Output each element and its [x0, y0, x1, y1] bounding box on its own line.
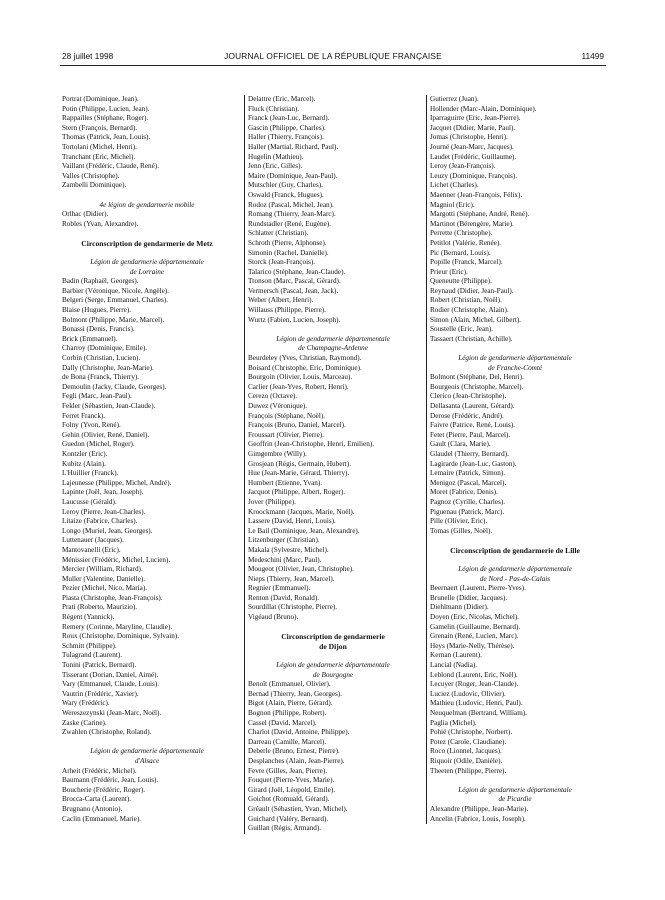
name-entry: Willauss (Philippe, Pierre). — [248, 306, 326, 315]
legion-heading: de Lorraine — [129, 267, 165, 276]
name-entry: Baumann (Frédéric, Jean, Louis). — [62, 776, 159, 785]
name-entry: Brugnano (Antonio). — [62, 804, 123, 813]
name-entry: Humbert (Etienne, Yvan). — [248, 478, 323, 487]
name-entry: Mutschler (Guy, Charles). — [248, 181, 323, 190]
name-entry: Fouquet (Pierre-Yves, Marie). — [248, 776, 335, 785]
name-entry: Heys (Marie-Nelly, Thérèse). — [430, 641, 515, 650]
name-entry: Bolmont (Stéphane, Del, Henri). — [430, 373, 524, 382]
name-entry: Schmitt (Philippe). — [62, 641, 117, 650]
circonscription-heading: Circonscription de gendarmerie de Lille — [450, 545, 580, 555]
name-entry: Badin (Raphaël, Georges). — [62, 277, 139, 286]
name-entry: Pagnoz (Cyrille, Charles). — [430, 497, 506, 506]
name-entry: Hue (Jean-Marie, Gérard, Thierry). — [248, 469, 350, 478]
name-entry: Le Bail (Dominique, Jean, Alexandre). — [248, 526, 360, 535]
name-entry: Benoît (Emmanuel, Olivier). — [248, 680, 331, 689]
name-entry: Bourgeois (Christophe, Marcel). — [430, 382, 524, 391]
name-entry: Roux (Christophe, Dominique, Sylvain). — [62, 632, 179, 641]
spacer — [430, 536, 600, 546]
spacer — [430, 776, 600, 786]
name-entry: Pic (Bernard, Louis). — [430, 248, 491, 257]
name-entry: Bognon (Philippe, Robert). — [248, 709, 327, 717]
name-entry: Charroy (Dominique, Emile). — [62, 344, 148, 353]
name-entry: Hollender (Marc-Alain, Dominique). — [430, 104, 537, 113]
name-entry: Lajeunesse (Philippe, Michel, André). — [62, 478, 172, 487]
legion-heading: d'Alsace — [134, 756, 160, 765]
name-entry: Romang (Thierry, Jean-Marc). — [248, 210, 336, 219]
legion-heading: Légion de gendarmerie départementale — [458, 785, 572, 794]
text-column-2 — [244, 95, 418, 834]
name-entry: Ménissier (Frédéric, Michel, Lucien). — [62, 555, 171, 564]
name-entry: Folny (Yvon, René). — [62, 421, 121, 430]
name-entry: Jenn (Eric, Gilles). — [248, 162, 303, 171]
name-entry: Gehin (Olivier, René, Daniel). — [62, 430, 150, 439]
name-entry: Kontzler (Eric). — [62, 449, 108, 458]
name-entry: Doyen (Eric, Nicolas, Michel). — [430, 613, 520, 622]
name-entry: Mantovanelli (Eric). — [62, 545, 121, 554]
name-entry: Froussart (Olivier, Pierre). — [248, 430, 324, 439]
legion-heading: Légion de gendarmerie départementale — [90, 258, 204, 267]
name-entry: Jacquot (Philippe, Albert, Roger). — [248, 488, 346, 497]
name-entry: Brocca-Carta (Laurent). — [62, 795, 132, 804]
name-entry: Valles (Christophe). — [62, 171, 120, 180]
name-entry: Renton (David, Ronald). — [248, 593, 320, 602]
name-entry: Hugelin (Mathieu). — [248, 152, 304, 161]
name-entry: Remery (Corinne, Maryline, Claudie). — [62, 622, 173, 631]
name-entry: L'Huillier (Franck). — [62, 469, 119, 478]
text-column-1 — [62, 95, 232, 824]
name-entry: Alexandre (Philippe, Jean-Marie). — [430, 804, 529, 813]
name-entry: Delattre (Eric, Marcel). — [248, 95, 316, 103]
name-entry: Iparraguirre (Eric, Jean-Pierre). — [430, 114, 521, 123]
name-entry: Schroth (Pierre, Alphonse). — [248, 238, 327, 247]
name-entry: Belgeri (Serge, Emmanuel, Charles). — [62, 296, 169, 305]
legion-heading: de Nord - Pas-de-Calais — [479, 574, 551, 583]
name-entry: Queneutte (Philippe). — [430, 277, 492, 286]
spacer — [62, 738, 232, 748]
name-entry: Lancial (Nadia). — [430, 661, 478, 670]
name-entry: Piasta (Christophe, Jean-François). — [62, 593, 163, 602]
name-entry: Duwez (Véronique). — [248, 402, 308, 410]
name-entry: Guillan (Régis, Armand). — [248, 824, 322, 833]
name-entry: Piguenau (Patrick, Marc). — [430, 507, 505, 516]
legion-heading: de Franche-Comté — [487, 363, 543, 372]
name-entry: Lichet (Charles). — [430, 181, 479, 190]
name-entry: Deberle (Bruno, Ernest, Pierre). — [248, 747, 340, 756]
name-entry: Stern (François, Bernard). — [62, 123, 138, 132]
spacer — [62, 229, 232, 239]
spacer — [248, 651, 418, 661]
name-entry: Caclin (Emmanuel, Marie). — [62, 814, 142, 823]
name-entry: Tortolani (Michel, Henri). — [62, 142, 137, 151]
name-entry: Medeschini (Marc, Paul). — [248, 555, 322, 564]
name-entry: Haller (Martial, Richard, Paul). — [248, 142, 339, 151]
name-entry: Guedon (Michel, Roger). — [62, 440, 135, 449]
name-entry: Potez (Carole, Claudiane). — [430, 737, 507, 746]
name-entry: Litaize (Fabrice, Charles). — [62, 517, 138, 526]
name-entry: Beernaert (Laurent, Pierre-Yves). — [430, 584, 526, 593]
spacer — [248, 325, 418, 335]
name-entry: Fekler (Sébastien, Jean-Claude). — [62, 402, 156, 410]
name-entry: Jomas (Christophe, Henri). — [430, 133, 508, 142]
name-entry: Wereszezynski (Jean-Marc, Noël). — [62, 709, 162, 717]
name-entry: Menigoz (Pascal, Marcel). — [430, 478, 507, 487]
page-header — [60, 51, 606, 66]
name-entry: Tomas (Gilles, Noël). — [430, 526, 493, 535]
name-entry: Brunelle (Didier, Jacques). — [430, 593, 508, 602]
name-entry: Fetet (Pierre, Paul, Marcel). — [430, 430, 511, 439]
legion-heading: Légion de gendarmerie départementale — [276, 661, 390, 670]
name-entry: Weber (Albert, Henri). — [248, 296, 314, 305]
name-entry: Orlhac (Didier). — [62, 210, 109, 219]
name-entry: Girard (Joël, Léopold, Emile). — [248, 785, 336, 794]
name-entry: Beurdeley (Yves, Christian, Raymond). — [248, 354, 362, 363]
text-column-3 — [426, 95, 600, 824]
name-entry: Pohié (Christophe, Norbert). — [430, 728, 513, 737]
name-entry: Rundstadler (René, Eugène). — [248, 219, 332, 228]
name-entry: Pille (Olivier, Eric). — [430, 517, 488, 526]
name-entry: Theeten (Philippe, Pierre). — [430, 766, 507, 775]
name-entry: Roco (Lionnel, Jacques). — [430, 747, 502, 756]
name-entry: Régent (Yannick). — [62, 613, 115, 622]
name-entry: Laucusse (Gérald). — [62, 497, 117, 506]
name-entry: Wurtz (Fabien, Lucien, Joseph). — [248, 315, 341, 324]
name-entry: Lapinte (Joël, Jean, Joseph). — [62, 488, 144, 497]
name-entry: Fevre (Gilles, Jean, Pierre). — [248, 766, 328, 775]
name-entry: Lecuyer (Roger, Jean-Claude). — [430, 680, 519, 689]
name-entry: Vigéaud (Bruno). — [248, 613, 299, 622]
name-entry: Gutierrez (Juan). — [430, 95, 479, 103]
name-entry: Leblond (Laurent, Eric, Noël). — [430, 670, 518, 679]
name-entry: Desplanches (Alain, Jean-Pierre). — [248, 756, 345, 765]
name-entry: Martinot (Bérengère, Marie). — [430, 219, 514, 228]
name-entry: Prieur (Eric). — [430, 267, 468, 276]
name-entry: Potin (Philippe, Lucien, Jean). — [62, 104, 150, 113]
name-entry: Fluck (Christian). — [248, 104, 300, 113]
name-entry: Clerico (Jean-Christophe). — [430, 392, 507, 401]
name-entry: François (Stéphane, Noël). — [248, 411, 326, 420]
name-entry: Corbin (Christian, Lucien). — [62, 354, 141, 363]
journal-title: JOURNAL OFFICIEL DE LA RÉPUBLIQUE FRANÇAISE — [224, 51, 442, 61]
legion-heading: 4e légion de gendarmerie mobile — [99, 200, 195, 209]
name-entry: Kubitz (Alain). — [62, 459, 106, 468]
name-entry: Bolmont (Philippe, Marie, Marcel). — [62, 315, 165, 324]
name-entry: Bigot (Alain, Pierre, Gérard). — [248, 699, 333, 708]
name-entry: Gault (Clara, Marie). — [430, 440, 491, 449]
name-entry: Leuzy (Dominique, François). — [430, 171, 518, 180]
name-entry: Dally (Christophe, Jean-Marie). — [62, 363, 154, 372]
name-entry: Margotti (Stéphane, André, René). — [430, 210, 530, 219]
name-entry: Prati (Roberto, Maurizio). — [62, 603, 138, 612]
name-entry: Mercier (William, Richard). — [62, 565, 143, 574]
name-entry: Carlier (Jean-Yves, Robert, Henri). — [248, 382, 349, 391]
name-entry: Grosjean (Régis, Germain, Hubert). — [248, 459, 351, 468]
legion-heading: de Bourgogne — [312, 670, 354, 679]
name-entry: Lemaire (Patrick, Simon). — [430, 469, 506, 478]
name-entry: Schlatter (Christian). — [248, 229, 309, 238]
name-entry: Mathieu (Ludovic, Henri, Paul). — [430, 699, 523, 708]
name-entry: Magniol (Eric). — [430, 200, 475, 209]
name-entry: Rodoz (Pascal, Michel, Jean). — [248, 200, 334, 209]
name-entry: Regnier (Emmanuel). — [248, 584, 311, 593]
name-entry: Talarico (Stéphane, Jean-Claude). — [248, 267, 346, 276]
name-entry: Jacquet (Didier, Marie, Paul). — [430, 123, 516, 132]
name-entry: Journé (Jean-Marc, Jacques). — [430, 142, 514, 151]
name-entry: Thomas (Patrick, Jean, Louis). — [62, 133, 151, 142]
name-entry: Darreau (Camille, Marcel). — [248, 737, 327, 746]
name-entry: Boisard (Christophe, Eric, Dominique). — [248, 363, 362, 372]
name-entry: Diehlmann (Didier). — [430, 603, 489, 612]
name-entry: Vary (Emmanuel, Claude, Louis). — [62, 680, 160, 689]
spacer — [430, 344, 600, 354]
name-entry: Ancelin (Fabrice, Louis, Joseph). — [430, 814, 526, 823]
name-entry: Tisserant (Dorian, Daniel, Aimé). — [62, 670, 159, 679]
name-entry: Vaillant (Frédéric, Claude, René). — [62, 162, 159, 171]
name-entry: Goichot (Romuald, Gérard). — [248, 795, 330, 804]
name-entry: Glaudel (Thierry, Bernard). — [430, 449, 509, 458]
name-entry: Perrette (Christophe). — [430, 229, 493, 238]
name-entry: Tronson (Marc, Pascal, Gérard). — [248, 277, 341, 286]
name-entry: Brick (Emmanuel). — [62, 334, 118, 343]
name-entry: Lassere (David, Henri, Louis). — [248, 517, 336, 526]
name-entry: Pezier (Michel, Nico, Maria). — [62, 584, 148, 593]
name-entry: Demoulin (Jacky, Claude, Georges). — [62, 382, 167, 391]
name-entry: Cassel (David, Marcel). — [248, 718, 317, 727]
name-entry: de Bona (Franck, Thierry). — [62, 373, 140, 382]
name-entry: Maire (Dominique, Jean-Paul). — [248, 171, 338, 180]
name-entry: Moret (Fabrice, Denis). — [430, 488, 498, 497]
name-entry: Nieps (Thierry, Jean, Marcel). — [248, 574, 335, 583]
name-entry: Gimgembre (Willy). — [248, 449, 307, 458]
spacer — [248, 623, 418, 633]
name-entry: Sourdillat (Christophe, Pierre). — [248, 603, 338, 612]
name-entry: Gamelin (Guillaume, Bernard). — [430, 622, 521, 631]
name-entry: Zaske (Carine). — [62, 718, 107, 727]
name-entry: Simon (Alain, Michel, Gilbert). — [430, 315, 522, 324]
name-entry: Bonassi (Denis, Francis). — [62, 325, 135, 334]
name-entry: François (Bruno, Daniel, Marcel). — [248, 421, 346, 430]
name-entry: Haller (Thierry, François). — [248, 133, 324, 142]
name-entry: Mougeot (Olivier, Jean, Christophe). — [248, 565, 354, 574]
name-entry: Gréault (Sébastien, Yvan, Michel). — [248, 804, 348, 813]
name-entry: Kroockmann (Jacques, Marie, Noël). — [248, 507, 355, 516]
circonscription-heading: Circonscription de gendarmerie — [281, 632, 385, 642]
name-entry: Blaise (Hugues, Pierre). — [62, 306, 132, 315]
name-entry: Rappailles (Stéphane, Roger). — [62, 114, 149, 123]
legion-heading: de Champagne-Ardenne — [298, 344, 368, 353]
name-entry: Tulagrand (Laurent). — [62, 651, 123, 660]
spacer — [430, 556, 600, 566]
name-entry: Neuquelman (Bertrand, William). — [430, 709, 527, 717]
name-entry: Gascin (Philippe, Charles). — [248, 123, 326, 132]
name-entry: Tonini (Patrick, Bernard). — [62, 661, 137, 670]
name-entry: Luciez (Ludovic, Olivier). — [430, 689, 506, 698]
name-entry: Geoffrin (Jean-Christophe, Henri, Emilien). — [248, 440, 375, 449]
legion-heading: Légion de gendarmerie départementale — [90, 747, 204, 756]
name-entry: Robert (Christian, Noël). — [430, 296, 502, 305]
name-entry: Soustelle (Eric, Jean). — [430, 325, 494, 334]
name-entry: Boucherie (Frédéric, Roger). — [62, 785, 146, 794]
name-entry: Vautrin (Frédéric, Xavier). — [62, 689, 139, 698]
name-entry: Muller (Valentine, Danielle). — [62, 574, 146, 583]
name-entry: Riquoir (Odile, Danièle). — [430, 756, 503, 765]
name-entry: Wary (Frédéric). — [62, 699, 110, 708]
name-entry: Reynaud (Didier, Jean-Paul). — [430, 286, 514, 295]
name-entry: Bourgoin (Olivier, Louis, Marceau). — [248, 373, 353, 382]
name-entry: Zwahlen (Christophe, Roland). — [62, 728, 152, 737]
name-entry: Bernad (Thierry, Jean, Georges). — [248, 689, 342, 698]
name-entry: Guichard (Valéry, Bernard). — [248, 814, 329, 823]
name-entry: Grenain (René, Lucien, Marc). — [430, 632, 519, 641]
name-entry: Tassaert (Christian, Achille). — [430, 334, 513, 343]
name-entry: Kernan (Laurent). — [430, 651, 482, 660]
name-entry: Luttenauer (Jacques). — [62, 536, 124, 545]
name-entry: Robles (Yvan, Alexandre). — [62, 219, 139, 228]
legion-heading: Légion de gendarmerie départementale — [458, 354, 572, 363]
name-entry: Cerezo (Octave). — [248, 392, 298, 401]
name-entry: Jover (Philippe). — [248, 497, 296, 506]
circonscription-heading: Circonscription de gendarmerie de Metz — [81, 238, 213, 248]
name-entry: Makala (Sylvestre, Michel). — [248, 545, 329, 554]
name-entry: Leroy (Jean-François). — [430, 162, 496, 171]
name-entry: Storck (Jean-François). — [248, 258, 316, 267]
spacer — [62, 191, 232, 201]
legion-heading: Légion de gendarmerie départementale — [458, 565, 572, 574]
name-entry: Lagirarde (Jean-Luc, Gaston). — [430, 459, 517, 468]
name-entry: Charlot (David, Antoine, Philippe). — [248, 728, 350, 737]
page-number: 11499 — [581, 51, 604, 61]
legion-heading: de Picardie — [498, 795, 532, 804]
name-entry: Tranchant (Eric, Michel). — [62, 152, 136, 161]
name-entry: Fegli (Marc, Jean-Paul). — [62, 392, 132, 401]
name-entry: Paglia (Michel). — [430, 718, 477, 727]
name-entry: Leroy (Pierre, Jean-Charles). — [62, 507, 146, 516]
name-entry: Petitlot (Valérie, Renée). — [430, 238, 502, 247]
name-entry: Oswald (Franck, Hugues). — [248, 190, 324, 199]
name-entry: Derose (Frédéric, André). — [430, 411, 504, 420]
name-entry: Arheit (Frédéric, Michel). — [62, 766, 137, 775]
name-entry: Franck (Jean-Luc, Bernard). — [248, 114, 330, 123]
name-entry: Popille (Franck, Marcel). — [430, 258, 503, 267]
header-date: 28 juillet 1998 — [62, 51, 114, 61]
spacer — [62, 249, 232, 259]
name-entry: Longo (Muriel, Jean, Georges). — [62, 526, 153, 535]
name-entry: Vermersch (Pascal, Jean, Jack). — [248, 286, 339, 295]
name-entry: Rodier (Christophe, Alain). — [430, 306, 509, 315]
name-entry: Simonin (Rachel, Danielle). — [248, 248, 329, 257]
name-entry: Faivre (Patrice, René, Louis). — [430, 421, 516, 430]
name-entry: Dellasanta (Laurent, Gérard). — [430, 402, 515, 410]
circonscription-heading: de Dijon — [319, 641, 347, 651]
name-entry: Maenner (Jean-François, Félix). — [430, 190, 523, 199]
name-entry: Barbier (Véronique, Nicole, Angèle). — [62, 286, 169, 295]
name-entry: Portrat (Dominique, Jean). — [62, 95, 139, 103]
name-entry: Litzenburger (Christian). — [248, 536, 320, 545]
name-entry: Zambelli Dominique). — [62, 181, 127, 190]
name-entry: Laudet (Frédéric, Guillaume). — [430, 152, 517, 161]
legion-heading: Légion de gendarmerie départementale — [276, 334, 390, 343]
name-entry: Ferret Franck). — [62, 411, 106, 420]
